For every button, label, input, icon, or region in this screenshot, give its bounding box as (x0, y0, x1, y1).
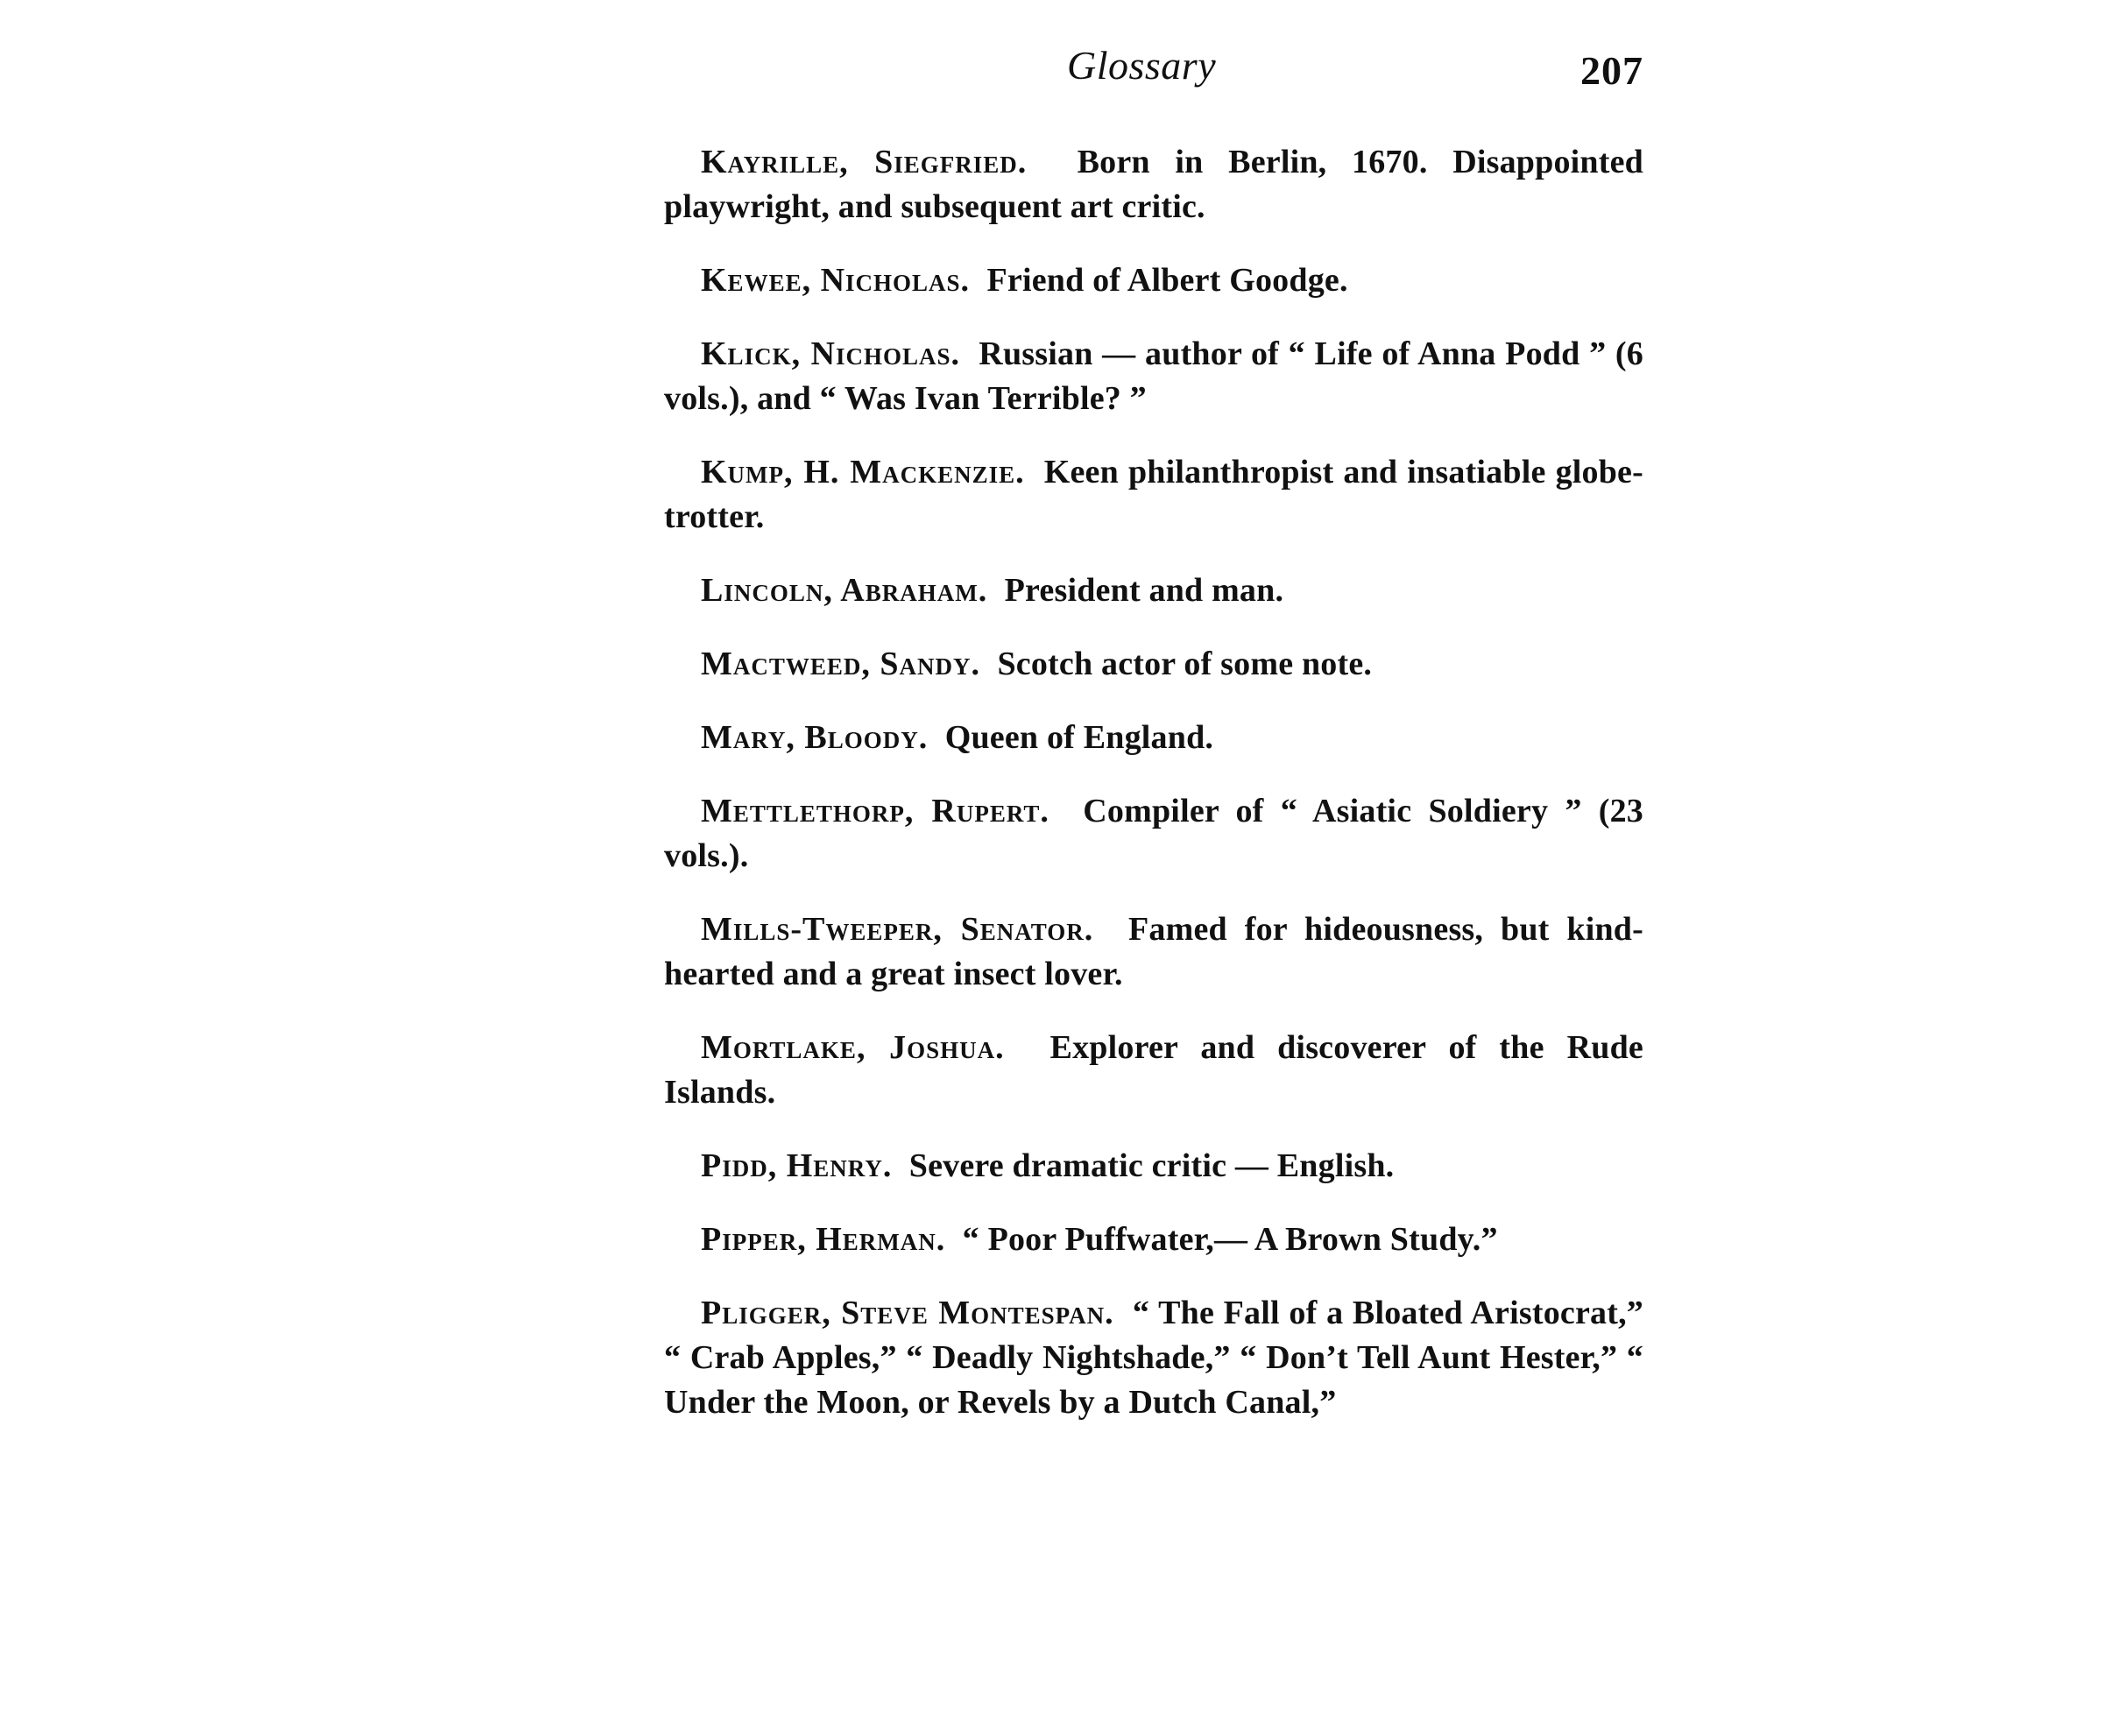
book-page (664, 35, 1643, 1454)
glossary-entry (664, 642, 1643, 687)
entry-name: Mactweed, Sandy. (701, 646, 981, 682)
glossary-entry (664, 907, 1643, 997)
entry-name: Kump, H. Mackenzie. (701, 454, 1025, 490)
entry-text: Severe dramatic critic — English. (908, 1147, 1395, 1184)
glossary-entry (664, 716, 1643, 760)
glossary-entry (664, 450, 1643, 540)
glossary-entries (664, 140, 1643, 1425)
glossary-entry (664, 1144, 1643, 1189)
entry-name: Mortlake, Joshua. (701, 1029, 1005, 1066)
entry-name: Kewee, Nicholas. (701, 262, 971, 299)
entry-name: Mills-Tweeper, Senator. (701, 911, 1094, 948)
entry-name: Pipper, Herman. (701, 1221, 946, 1258)
entry-text: Explorer and discoverer of the Rude Islands. (664, 1029, 1643, 1111)
entry-text: President and man. (1004, 572, 1284, 609)
entry-text: “ The Fall of a Bloated Aristocrat,” “ Crab Apples,” “ Deadly Nightshade,” “ Don’t Tell Aunt Hester,” “ Under the Moon, or Revels by a Dutch Canal,” (664, 1295, 1643, 1421)
entry-text: Queen of England. (944, 719, 1214, 756)
entry-text: Compiler of “ Asiatic Soldiery ” (23 vols.). (664, 793, 1643, 874)
entry-text: Friend of Albert Goodge. (986, 262, 1348, 299)
running-title: Glossary (1067, 43, 1217, 88)
glossary-entry (664, 1217, 1643, 1262)
entry-text: “ Poor Puffwater,— A Brown Study.” (962, 1221, 1498, 1258)
glossary-entry (664, 140, 1643, 229)
entry-name: Klick, Nicholas. (701, 335, 960, 372)
glossary-entry (664, 1026, 1643, 1115)
glossary-entry (664, 258, 1643, 303)
entry-text: Born in Berlin, 1670. Disappointed playwright, and subsequent art critic. (664, 144, 1644, 225)
entry-name: Mettlethorp, Rupert. (701, 793, 1049, 829)
entry-name: Mary, Bloody. (701, 719, 929, 756)
entry-text: Russian — author of “ Life of Anna Podd ” (6 vols.), and “ Was Ivan Terrible? ” (664, 335, 1643, 417)
glossary-entry (664, 1291, 1643, 1425)
entry-name: Pligger, Steve Montespan. (701, 1295, 1114, 1331)
entry-name: Lincoln, Abraham. (701, 572, 988, 609)
entry-text: Keen philanthropist and insatiable globe-trotter. (664, 454, 1643, 535)
glossary-entry (664, 332, 1643, 421)
entry-text: Scotch actor of some note. (997, 646, 1373, 682)
entry-name: Pidd, Henry. (701, 1147, 893, 1184)
glossary-entry (664, 568, 1643, 613)
entry-name: Kayrille, Siegfried. (701, 144, 1028, 180)
entry-text: Famed for hideousness, but kind-hearted and a great insect lover. (664, 911, 1643, 992)
page-number: 207 (1580, 48, 1643, 93)
running-head (664, 35, 1643, 105)
glossary-entry (664, 789, 1643, 879)
